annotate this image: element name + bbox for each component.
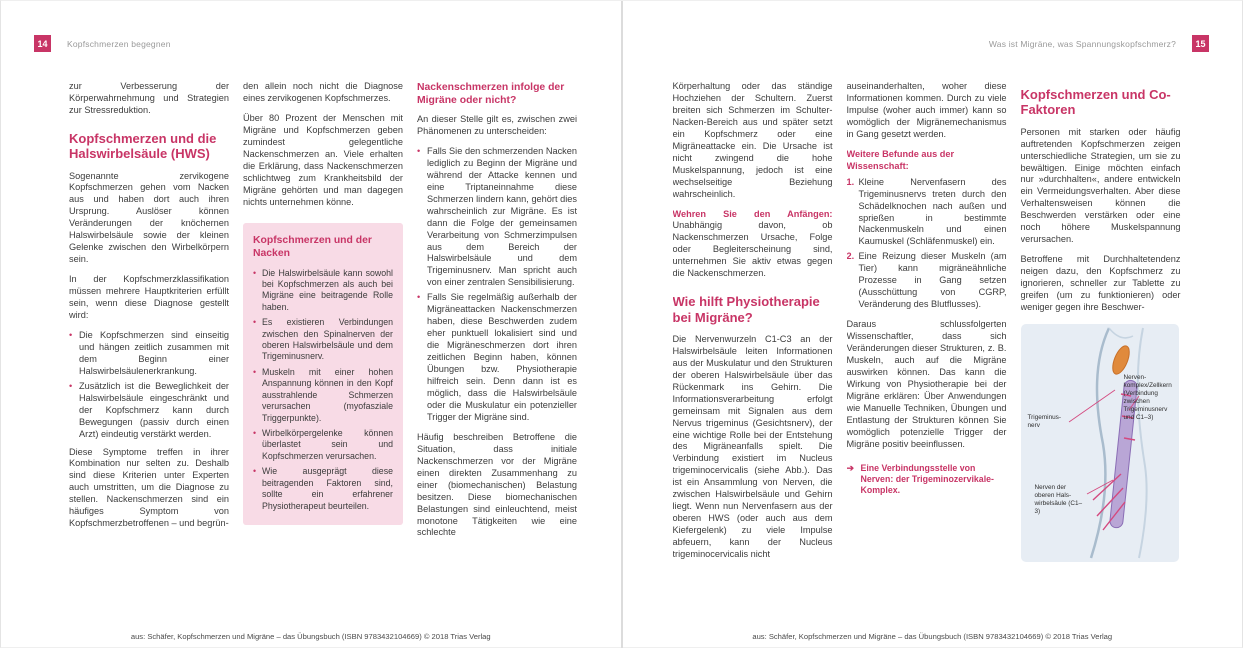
page-number-badge: 14: [34, 35, 51, 52]
paragraph: zur Verbesserung der Körperwahrnehmung und Strategien zur Stressreduktion.: [69, 81, 229, 115]
paragraph: An dieser Stelle gilt es, zwischen zwei Phänomenen zu unterscheiden:: [417, 114, 577, 136]
section-heading: Kopfschmerzen und Co-Faktoren: [1020, 87, 1171, 118]
list-item: [253, 367, 393, 424]
page-content: [673, 81, 1181, 611]
item-number: 1.: [846, 176, 855, 187]
bullet-icon: •: [69, 329, 73, 340]
arrow-icon: ➔: [846, 462, 854, 473]
figure-caption-text: Eine Verbindungsstelle von Nerven: der Trigeminozervikale-Komplex.: [860, 462, 994, 496]
bullet-icon: •: [69, 380, 73, 391]
column-1: [69, 81, 229, 611]
bullet-text: Zusätzlich ist die Beweglichkeit der Halswirbelsäule eingeschränkt und der Kopfschmerz kann durch Bewegungen (passiv durch einen Arzt) eindeutig verstärkt werden.: [79, 380, 229, 439]
item-text: Eine Reizung dieser Muskeln (am Tier) kann migräneähnliche Prozesse in Gang setzen (Ausschüttung von CGRP, Veränderung des Blutflusses).: [858, 251, 1007, 310]
column-3: [1021, 81, 1181, 611]
page-header-right: [989, 35, 1209, 52]
paragraph: Über 80 Prozent der Menschen mit Migräne und Kopfschmerzen geben zumindest gelegentliche Nackenschmerzen an. Viele erhalten die Erklärung, dass Nackenschmerzen schlichtweg zum Krankheitsbild der Migräne gehörten und man dagegen nichts unternehmen könne.: [243, 112, 403, 207]
science-heading: Weitere Befunde aus der Wissenschaft:: [846, 148, 955, 171]
paragraph: Daraus schlussfolgerten Wissenschaftler, dass sich Veränderungen dieser Strukturen, z. B. Muskeln, auch auf die Migräne auswirken können. Das kann die Wirkung von Physiotherapie bei der Migräne erklären: Über Anwendungen wie Manuelle Techniken, Übungen und Entlastung der Strukturen können Sie womöglich potenzielle Trigger der Migräne positiv beeinflussen.: [846, 319, 1007, 449]
paragraph: Personen mit starken oder häufig auftretenden Kopfschmerzen zeigen unterschiedliche Strategien, um sie zu bewältigen. Einige möchten einfach nur »durchhalten«, andere entwickeln ein Vermeidungsverhalten. Aber diese Verhaltensweisen können die Beschwerden verstärken oder eine noch höhere Muskelspannung verursachen.: [1020, 126, 1181, 245]
bullet-icon: •: [253, 317, 257, 328]
section-heading: Kopfschmerzen und die Halswirbelsäule (HWS): [69, 130, 217, 162]
figure-label-nervenkomplex: Nervenkomplex/Zellkern (Verbindung zwischen Trigeminusnerv und C1–3): [1123, 373, 1172, 421]
info-box: [243, 223, 403, 525]
bullet-text: Falls Sie den schmerzenden Nacken lediglich zu Beginn der Migräne und während der Attacke kennen und eine Triptaneinnahme diese Schmerzen lindern kann, gehört dies wahrscheinlich zur Migräne. Es ist dann die Folge der gemeinsamen Verarbeitung von Schmerzimpulsen aus dem Bereich der Halswirbelsäule und dem Trigeminusnerv. Man spricht auch von einer zentralen Sensibilisierung.: [427, 145, 577, 288]
paragraph: Sogenannte zervikogene Kopfschmerzen gehen vom Nacken aus und haben dort auch ihren Ursprung. Auslöser können Veränderungen der knöchernen Halswirbelsäule sowie der kleinen Gelenke zwischen den Wirbelkörpern sein.: [69, 170, 229, 265]
bullet-text: Wirbelkörpergelenke können überlastet sein und Kopfschmerzen verursachen.: [262, 428, 393, 461]
paragraph: den allein noch nicht die Diagnose eines zervikogenen Kopfschmerzes.: [243, 81, 403, 103]
list-item: [417, 292, 577, 423]
list-item: [253, 466, 393, 512]
section-heading: Wie hilft Physiotherapie bei Migräne?: [672, 294, 820, 325]
item-text: Kleine Nervenfasern des Trigeminusnervs treten durch den Schädelknochen nach außen und sprießen in bestimmte Nackenmuskeln und einen Kaumuskel (Schläfenmuskel) ein.: [858, 176, 1007, 247]
paragraph: auseinanderhalten, woher diese Informationen kommen. Durch zu viele Impulse (woher auch immer) kann so womöglich der Migränemechanismus in Gang gesetzt werden.: [846, 81, 1007, 139]
paragraph: Betroffene mit Durchhaltetendenz neigen dazu, den Kopfschmerz zu ignorieren, schneller zur Tablette zu greifen (um zu funktionieren) oder weniger gegen ihre Beschwer-: [1020, 254, 1181, 312]
neck-illustration: [1021, 324, 1179, 562]
column-2: [847, 81, 1007, 611]
bullet-text: Die Kopfschmerzen sind einseitig und hängen zeitlich zusammen mit dem Beginn einer Halswirbelsäulenerkrankung.: [79, 329, 229, 376]
bullet-text: Wie ausgeprägt diese beitragenden Faktoren sind, sollte ein erfahrener Physiotherapeut beurteilen.: [262, 466, 393, 511]
figure-label-trigeminusnerv: Trigeminusnerv: [1027, 413, 1062, 429]
column-1: [673, 81, 833, 611]
page-footer: aus: Schäfer, Kopfschmerzen und Migräne – das Übungsbuch (ISBN 9783432104669) © 2018 Trias Verlag: [130, 632, 491, 641]
list-item: [69, 330, 229, 378]
list-item: [253, 268, 393, 314]
page-content: [69, 81, 577, 611]
bullet-icon: •: [417, 145, 421, 156]
bullet-icon: •: [417, 292, 421, 303]
numbered-item: [847, 251, 1007, 311]
list-item: [417, 146, 577, 289]
running-head: Kopfschmerzen begegnen: [67, 38, 171, 49]
bullet-text: Falls Sie regelmäßig außerhalb der Migräneattacken Nackenschmerzen haben, diese Beschwerden zudem eher punktuell lokalisiert sind und die Migräneschmerzen dort ihren zeitlichen Beginn haben, können Übungen bzw. Physiotherapie hilfreich sein. Denn dann ist es möglich, dass die Halswirbelsäule oder die Muskulatur ein potenzieller Trigger der Migräne sind.: [427, 292, 577, 422]
running-head: Was ist Migräne, was Spannungskopfschmerz?: [988, 38, 1176, 49]
bullet-text: Die Halswirbelsäule kann sowohl bei Kopfschmerzen als auch bei Migräne eine beitragende Rolle haben.: [262, 267, 393, 312]
bullet-icon: •: [253, 428, 257, 439]
bullet-text: Es existieren Verbindungen zwischen den Spinalnerven der oberen Halswirbelsäule und dem Trigeminusnerv.: [262, 317, 393, 362]
column-2: [243, 81, 403, 611]
numbered-item: [847, 177, 1007, 249]
list-item: [253, 428, 393, 462]
page-footer: aus: Schäfer, Kopfschmerzen und Migräne – das Übungsbuch (ISBN 9783432104669) © 2018 Trias Verlag: [752, 632, 1113, 641]
info-box-title: Kopfschmerzen und der Nacken: [253, 234, 372, 259]
paragraph: Diese Symptome treffen in ihrer Kombination nur selten zu. Deshalb sind diese Kriterien unter Experten auch umstritten, um die Diagnose zu stellen. Nackenschmerzen sind ein häufiges Symptom von Kopfschmerzbetroffenen – und begrün-: [69, 446, 229, 529]
figure-label-halswirbelsaeule: Nerven der oberen Halswirbelsäule (C1–3): [1034, 483, 1083, 515]
figure-caption: [847, 463, 1007, 497]
bullet-icon: •: [253, 366, 257, 377]
page-14: [1, 1, 621, 648]
bullet-text: Muskeln mit einer hohen Anspannung können in den Kopf ausstrahlende Schmerzen verursachen (myofasziale Triggerpunkte).: [262, 366, 393, 423]
page-15: [623, 1, 1243, 648]
paragraph: Die Nervenwurzeln C1-C3 an der Halswirbelsäule leiten Informationen aus der Muskulatur und den Strukturen der oberen Halswirbelsäule über das Rückenmark ins Gehirn. Die Informationsverarbeitung erfolgt gemeinsam mit Signalen aus dem Nervus trigeminus (Gesichtsnerv), der eine wichtige Rolle bei der Entstehung des Migräneanfalls spielt. Die Verbindung existiert im Nucleus trigeminocervicalis (siehe Abb.). Das ist ein Ansammlung von Nerven, die zwischen Halswirbelsäule und Gehirn liegt. Wenn nun Nervenfasern aus der oberen HWS (oder auch aus dem Kiefergelenk) zu viele Impulse abfeuern, kann der Nucleus trigeminocervicalis nicht: [672, 333, 833, 560]
paragraph: Körperhaltung oder das ständige Hochziehen der Schultern. Zuerst breiten sich Schmerzen im Schulter-Nacken-Bereich aus und später setzt ein Kopfschmerz oder eine Migräneattacke ein. Die Ursache ist nicht zwingend die hohe Muskelspannung, jedoch ist eine wechselseitige Beziehung wahrscheinlich.: [672, 81, 833, 199]
list-item: [69, 381, 229, 441]
sub-heading: Nackenschmerzen infolge der Migräne oder nicht?: [417, 82, 565, 106]
bullet-icon: •: [253, 267, 257, 278]
paragraph-text: Unabhängig davon, ob Nackenschmerzen Ursache, Folge oder Begleiterscheinung sind, unternehmen Sie aktiv etwas gegen die Nackenschmerzen.: [672, 220, 833, 279]
item-number: 2.: [846, 251, 855, 262]
bullet-icon: •: [253, 466, 257, 477]
lead-in-text: Wehren Sie den Anfängen:: [672, 208, 833, 219]
paragraph: In der Kopfschmerzklassifikation müssen mehrere Hauptkriterien erfüllt sein, wenn diese Diagnose gestellt wird:: [69, 274, 229, 320]
list-item: [253, 317, 393, 363]
column-3: [417, 81, 577, 611]
anatomy-figure: [1021, 324, 1179, 562]
paragraph: Häufig beschreiben Betroffene die Situation, dass initiale Nackenschmerzen vor der Migräne einen direkten Zusammenhang zu einer (biomechanischen) Belastung besitzen. Diese biomechanischen Belastungen sind einleuchtend, meist monotone Tätigkeiten wie eine schlechte: [417, 431, 577, 538]
paragraph: [673, 209, 833, 281]
page-header-left: [34, 35, 171, 52]
page-number-badge: 15: [1192, 35, 1209, 52]
